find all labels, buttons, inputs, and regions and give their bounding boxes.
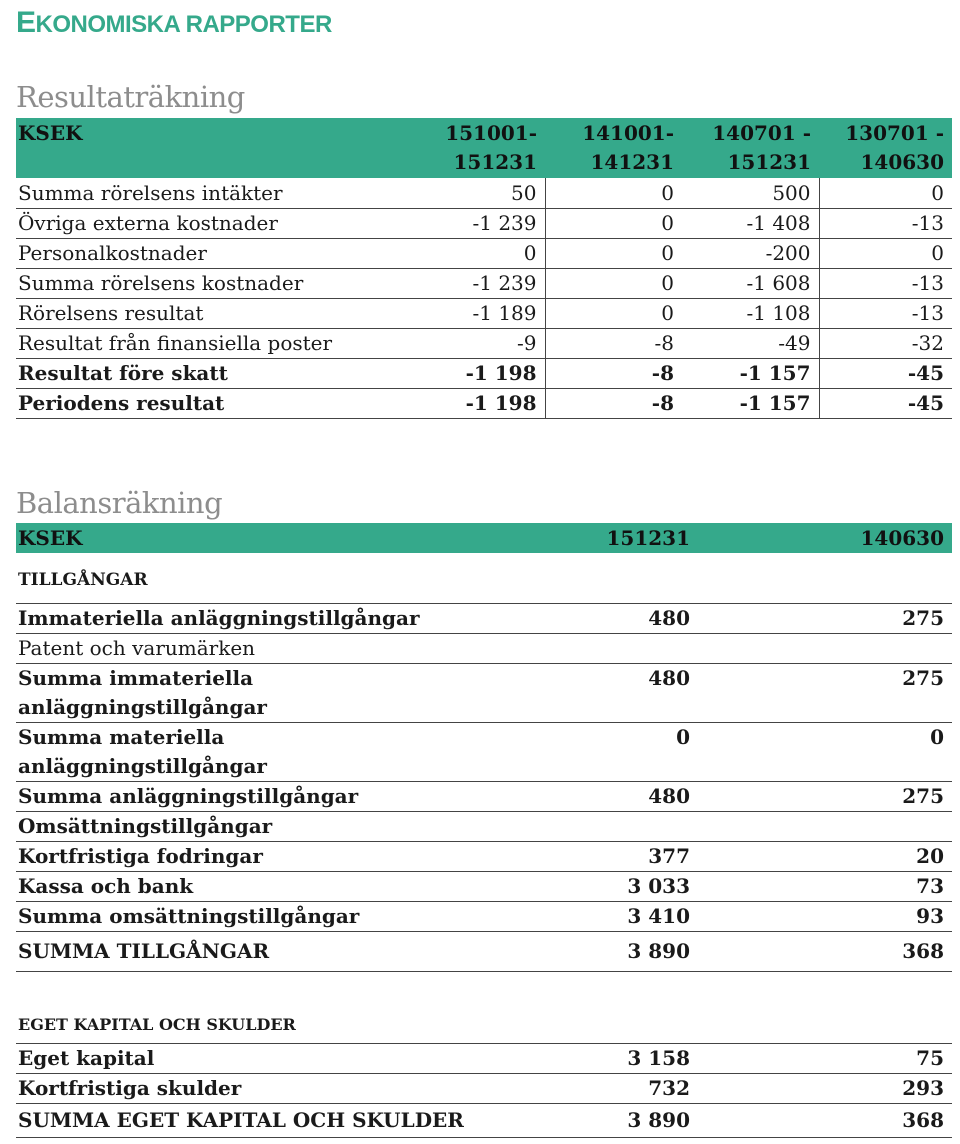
balance-sheet-title: Balansräkning [16, 486, 223, 520]
income-row-value-3: -1 157 [682, 388, 819, 418]
balance-header-date-2: 140630 [860, 526, 944, 550]
balance-row-value-1: 480 [456, 603, 698, 633]
income-row-value-3: -1 408 [682, 208, 819, 238]
income-header-period-3: 140701 - 151231 [712, 121, 811, 174]
equity-row-label: Eget kapital [16, 1043, 456, 1073]
balance-header-date-1: 151231 [606, 526, 690, 550]
balance-row-value-2 [698, 811, 952, 841]
page-title: EKONOMISKA RAPPORTER [16, 6, 332, 39]
balance-row-label: Omsättningstillgångar [16, 811, 456, 841]
income-row-value-1: -1 198 [408, 358, 545, 388]
income-row-value-4: -45 [819, 388, 952, 418]
balance-row-value-1: 3 410 [456, 901, 698, 931]
income-row-value-1: 0 [408, 238, 545, 268]
income-row-value-1: -9 [408, 328, 545, 358]
total-equity-label: SUMMA EGET KAPITAL OCH SKULDER [16, 1103, 456, 1137]
income-row-label: Summa rörelsens intäkter [16, 178, 408, 208]
income-row-value-2: -8 [545, 328, 682, 358]
total-assets-row [16, 931, 952, 971]
balance-row [16, 663, 952, 722]
total-equity-value-1: 3 890 [456, 1103, 698, 1137]
balance-row-value-2: 73 [698, 871, 952, 901]
income-row-value-3: -1 108 [682, 298, 819, 328]
equity-row-value-2: 75 [698, 1043, 952, 1073]
income-statement-title: Resultaträkning [16, 80, 245, 114]
income-row-label: Personalkostnader [16, 238, 408, 268]
income-row-value-1: -1 239 [408, 268, 545, 298]
income-statement-table [16, 118, 952, 419]
income-row [16, 388, 952, 418]
balance-row-value-2: 20 [698, 841, 952, 871]
income-row-label: Resultat från finansiella poster [16, 328, 408, 358]
balance-row [16, 811, 952, 841]
equity-row [16, 1073, 952, 1103]
income-row-value-3: -200 [682, 238, 819, 268]
income-row-value-4: -13 [819, 298, 952, 328]
balance-row-value-2: 275 [698, 603, 952, 633]
income-row-label: Rörelsens resultat [16, 298, 408, 328]
income-row-value-1: -1 189 [408, 298, 545, 328]
balance-row-value-2: 93 [698, 901, 952, 931]
balance-row-value-1: 377 [456, 841, 698, 871]
income-row-value-2: 0 [545, 178, 682, 208]
equity-row-value-1: 3 158 [456, 1043, 698, 1073]
equity-row-value-2: 293 [698, 1073, 952, 1103]
income-row-value-4: -45 [819, 358, 952, 388]
equity-heading-row [16, 971, 952, 1043]
income-row-value-2: 0 [545, 298, 682, 328]
income-row-value-2: -8 [545, 358, 682, 388]
income-row-label: Periodens resultat [16, 388, 408, 418]
income-row-value-4: -13 [819, 208, 952, 238]
income-row [16, 328, 952, 358]
income-row-value-4: 0 [819, 178, 952, 208]
income-row-label: Summa rörelsens kostnader [16, 268, 408, 298]
balance-row-value-1 [456, 811, 698, 841]
balance-row-value-1: 480 [456, 781, 698, 811]
income-row [16, 238, 952, 268]
income-row-value-1: 50 [408, 178, 545, 208]
income-header-period-1: 151001- 151231 [445, 121, 537, 174]
income-header-row [16, 118, 952, 178]
income-row-value-3: 500 [682, 178, 819, 208]
income-row-value-3: -1 608 [682, 268, 819, 298]
balance-row-value-2: 275 [698, 781, 952, 811]
balance-row-value-2: 0 [698, 722, 952, 781]
income-header-period-2: 141001- 141231 [582, 121, 674, 174]
income-row [16, 208, 952, 238]
balance-row-label: Immateriella anläggningstillgångar [16, 603, 456, 633]
income-row-value-2: 0 [545, 208, 682, 238]
income-row-value-4: -32 [819, 328, 952, 358]
balance-row-value-1: 0 [456, 722, 698, 781]
balance-row-value-1 [456, 633, 698, 663]
balance-row-label: Summa materiella anläggningstillgångar [16, 722, 456, 781]
equity-row [16, 1043, 952, 1073]
income-row-value-1: -1 198 [408, 388, 545, 418]
income-row [16, 178, 952, 208]
income-row-value-4: 0 [819, 238, 952, 268]
income-row-value-2: 0 [545, 268, 682, 298]
total-assets-label: SUMMA TILLGÅNGAR [16, 931, 456, 971]
equity-row-label: Kortfristiga skulder [16, 1073, 456, 1103]
income-row-label: Resultat före skatt [16, 358, 408, 388]
income-row [16, 298, 952, 328]
income-header-label: KSEK [18, 121, 83, 145]
balance-row [16, 901, 952, 931]
balance-header-row [16, 523, 952, 553]
assets-heading-row [16, 553, 952, 603]
income-row [16, 268, 952, 298]
total-assets-value-1: 3 890 [456, 931, 698, 971]
balance-row [16, 722, 952, 781]
balance-row-label: Kortfristiga fodringar [16, 841, 456, 871]
equity-row-value-1: 732 [456, 1073, 698, 1103]
total-equity-row [16, 1103, 952, 1137]
income-row-label: Övriga externa kostnader [16, 208, 408, 238]
income-row-value-1: -1 239 [408, 208, 545, 238]
total-assets-value-2: 368 [698, 931, 952, 971]
income-header-period-4: 130701 - 140630 [845, 121, 944, 174]
balance-row-label: Patent och varumärken [16, 633, 456, 663]
equity-heading: EGET KAPITAL OCH SKULDER [16, 971, 952, 1043]
balance-row-label: Kassa och bank [16, 871, 456, 901]
balance-row [16, 841, 952, 871]
income-row-value-3: -49 [682, 328, 819, 358]
income-row [16, 358, 952, 388]
income-row-value-2: -8 [545, 388, 682, 418]
balance-row-value-2: 275 [698, 663, 952, 722]
income-row-value-3: -1 157 [682, 358, 819, 388]
balance-row [16, 871, 952, 901]
balance-sheet-table [16, 523, 952, 1138]
balance-row-value-2 [698, 633, 952, 663]
balance-header-label: KSEK [18, 526, 83, 550]
income-row-value-2: 0 [545, 238, 682, 268]
total-equity-value-2: 368 [698, 1103, 952, 1137]
balance-row-label: Summa anläggningstillgångar [16, 781, 456, 811]
balance-row-label: Summa immateriella anläggningstillgångar [16, 663, 456, 722]
balance-row [16, 633, 952, 663]
balance-row [16, 603, 952, 633]
balance-row [16, 781, 952, 811]
balance-row-value-1: 3 033 [456, 871, 698, 901]
balance-row-value-1: 480 [456, 663, 698, 722]
balance-row-label: Summa omsättningstillgångar [16, 901, 456, 931]
assets-heading: TILLGÅNGAR [16, 553, 952, 603]
income-row-value-4: -13 [819, 268, 952, 298]
